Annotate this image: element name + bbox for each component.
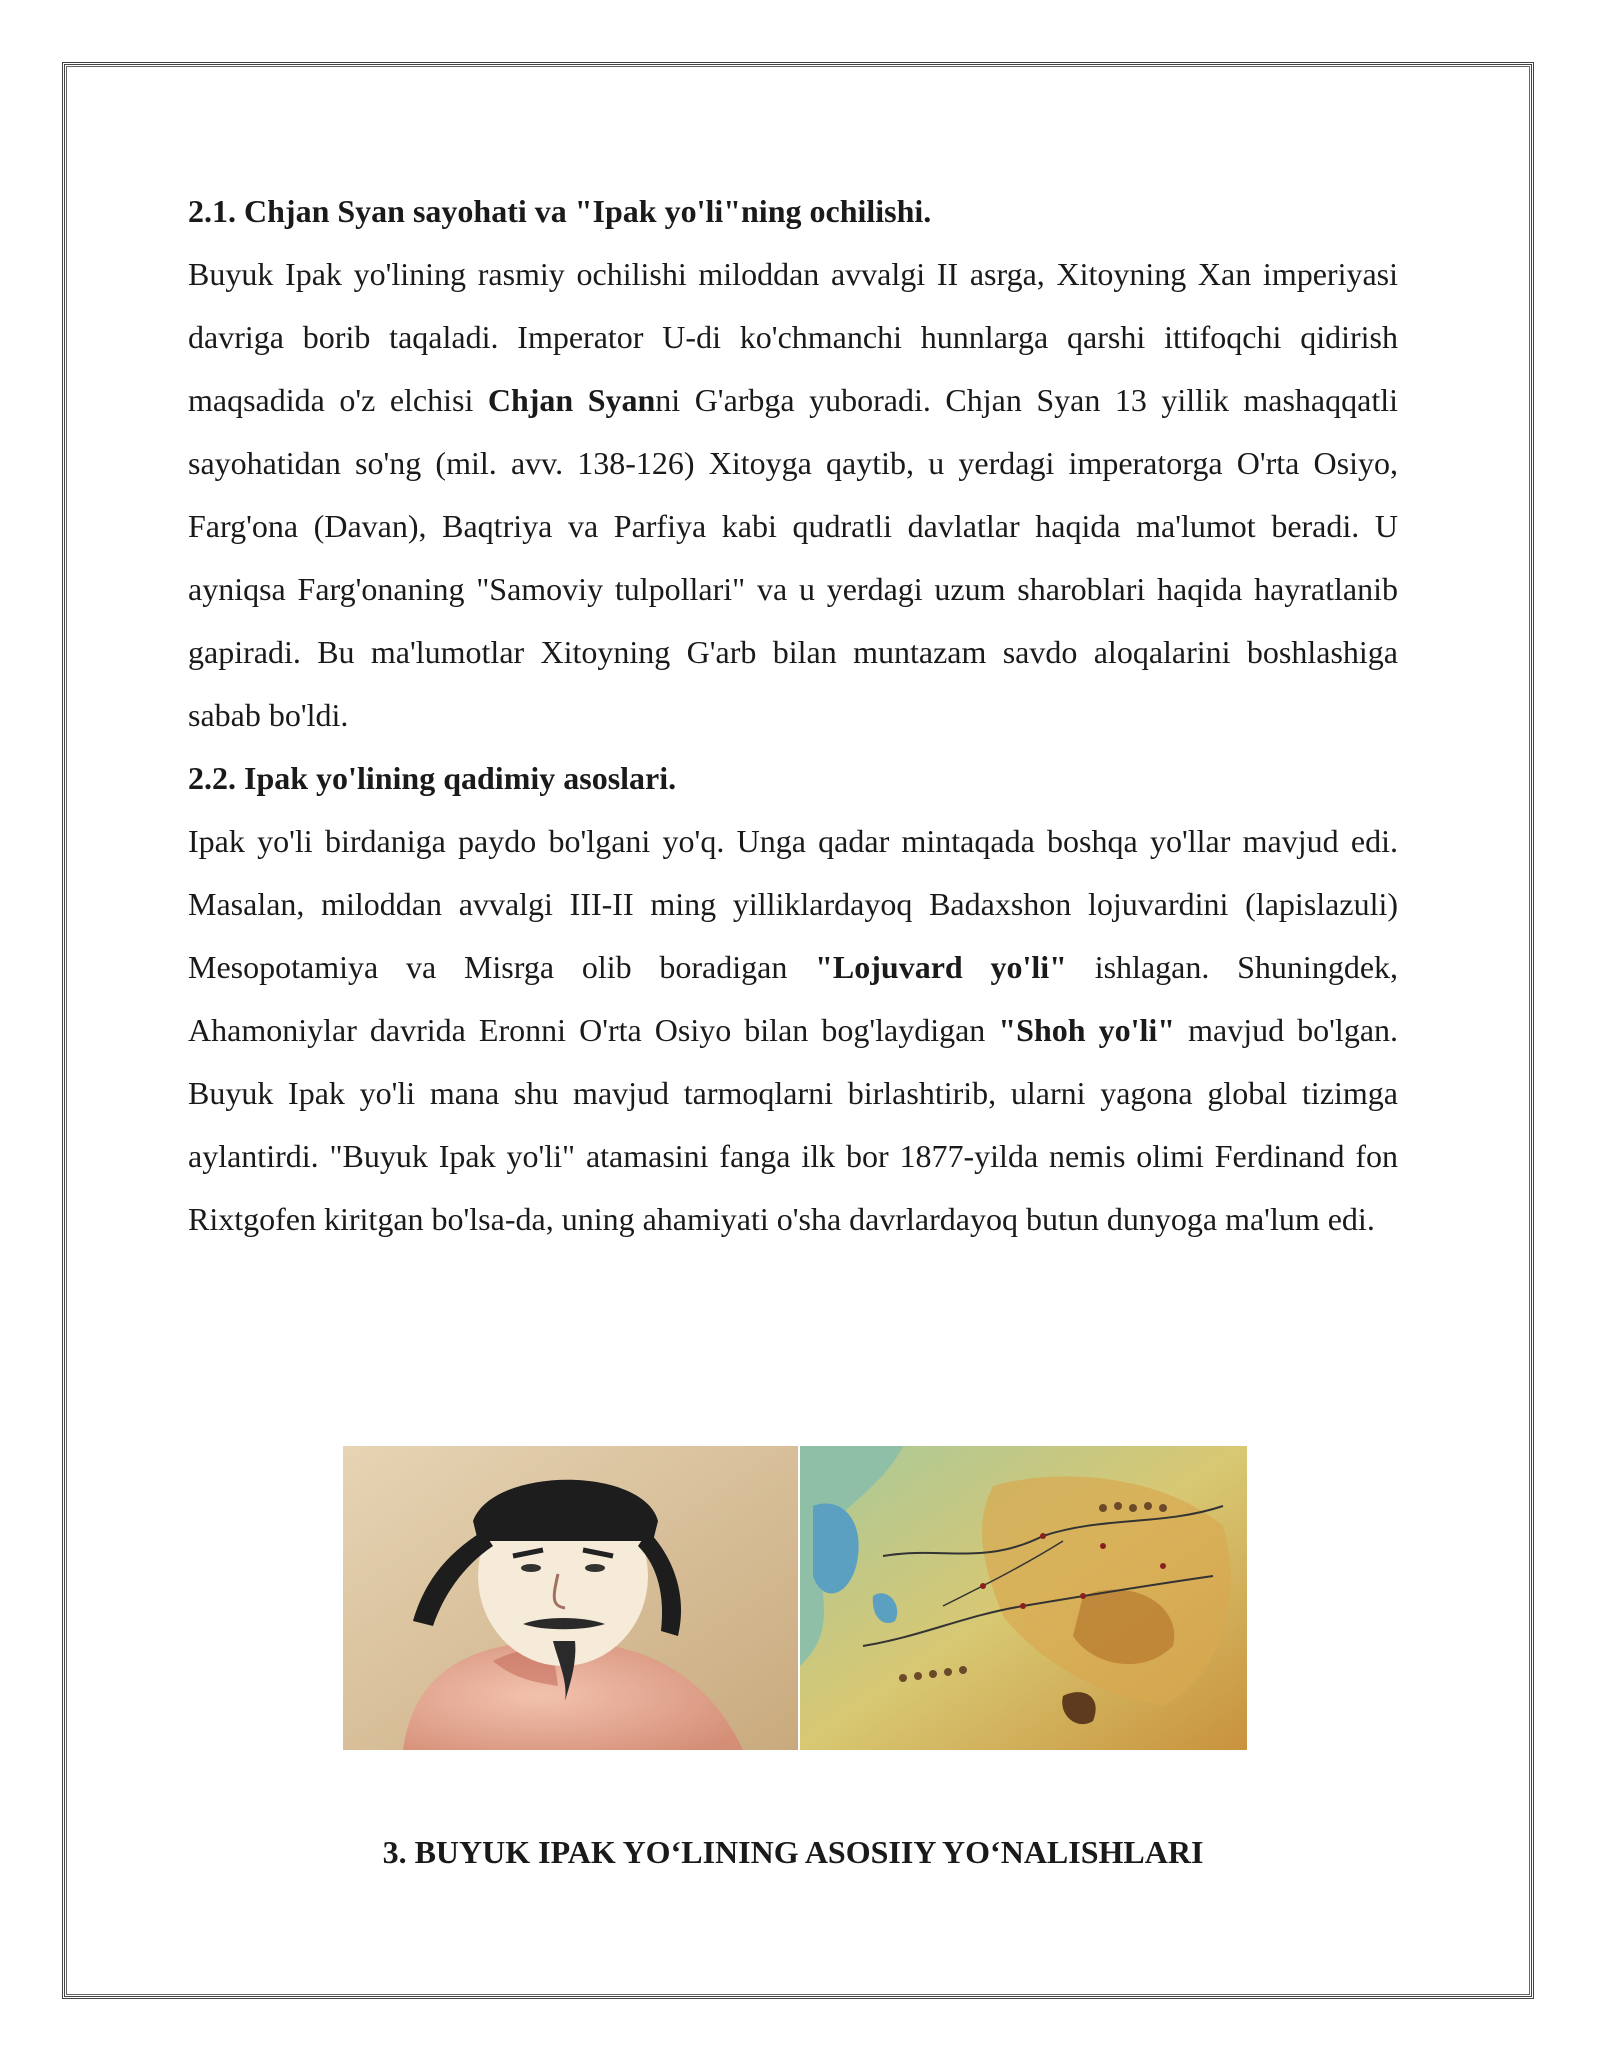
section-2-2-heading: 2.2. Ipak yo'lining qadimiy asoslari. xyxy=(188,760,677,796)
bold-term: "Lojuvard yo'li" xyxy=(815,949,1067,985)
paragraph-text: Ipak yo'li birdaniga paydo bo'lgani yo'q. Unga qadar mintaqada boshqa yo'llar mavjud edi. Masalan, miloddan avvalgi III-II ming yilliklardayoq Badaxshon lojuvardini (lapislazuli) Mesopotamiya va Misrga olib boradigan xyxy=(188,823,1398,985)
portrait-image xyxy=(343,1446,798,1750)
section-2-1-paragraph xyxy=(188,243,1398,747)
silk-road-map-image xyxy=(800,1446,1247,1750)
section-3-title: 3. BUYUK IPAK YO‘LINING ASOSIIY YO‘NALISHLARI xyxy=(382,1834,1204,1870)
section-2-2-paragraph xyxy=(188,810,1398,1251)
illustration xyxy=(343,1446,1247,1750)
bold-term: "Shoh yo'li" xyxy=(998,1012,1176,1048)
illustration-svg xyxy=(343,1446,1247,1750)
paragraph-text: Buyuk Ipak yo'lining rasmiy ochilishi miloddan avvalgi II asrga, Xitoyning Xan imperiyasi davriga borib taqaladi. Imperator U-di ko'chmanchi hunnlarga qarshi ittifoqchi qidirish maqsadida o'z elchisi xyxy=(188,256,1398,418)
paragraph-text: ni G'arbga yuboradi. Chjan Syan 13 yillik mashaqqatli sayohatidan so'ng (mil. avv. 138-126) Xitoyga qaytib, u yerdagi imperatorga O'rta Osiyo, Farg'ona (Davan), Baqtriya va Parfiya kabi qudratli davlatlar haqida ma'lumot beradi. U ayniqsa Farg'onaning "Samoviy tulpollari" va u yerdagi uzum sharoblari haqida hayratlanib gapiradi. Bu ma'lumotlar Xitoyning G'arb bilan muntazam savdo aloqalarini boshlashiga sabab bo'ldi. xyxy=(188,382,1398,733)
paragraph-text: mavjud bo'lgan. Buyuk Ipak yo'li mana shu mavjud tarmoqlarni birlashtirib, ularni yagona global tizimga aylantirdi. "Buyuk Ipak yo'li" atamasini fanga ilk bor 1877-yilda nemis olimi Ferdinand fon Rixtgofen kiritgan bo'lsa-da, uning ahamiyati o'sha davrlardayoq butun dunyoga ma'lum edi. xyxy=(188,1012,1399,1237)
bold-name: Chjan Syan xyxy=(487,382,656,418)
section-2-1-heading: 2.1. Chjan Syan sayohati va "Ipak yo'li"ning ochilishi. xyxy=(188,193,932,229)
paragraph-text: ishlagan. Shuningdek, Ahamoniylar davrida Eronni O'rta Osiyo bilan bog'laydigan xyxy=(188,949,1399,1048)
page-content xyxy=(188,180,1398,1251)
